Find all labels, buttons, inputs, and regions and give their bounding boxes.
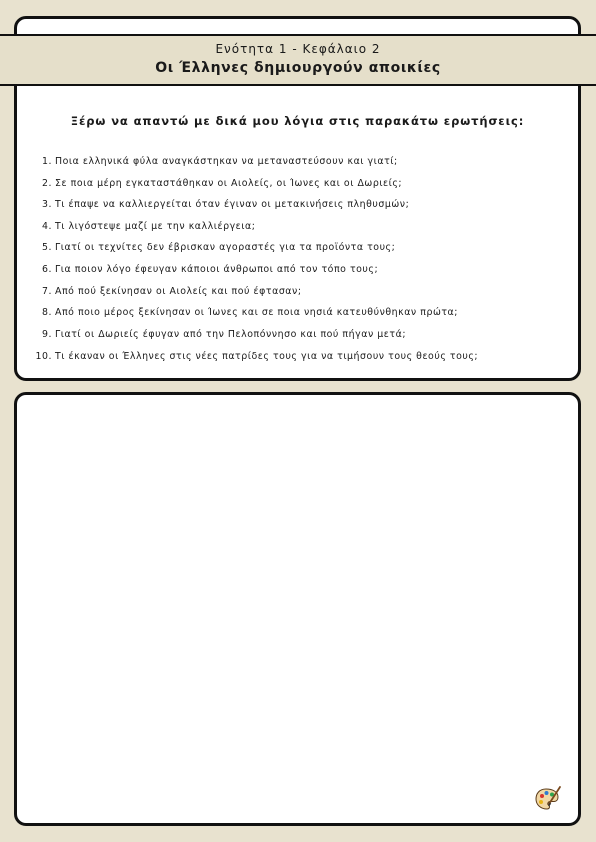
- question-number: 7.: [41, 286, 52, 297]
- question-number: 2.: [41, 178, 52, 189]
- question-text: Ποια ελληνικά φύλα αναγκάστηκαν να μεταναστεύσουν και γιατί;: [55, 156, 398, 167]
- question-number: 9.: [41, 329, 52, 340]
- question-number: 8.: [41, 307, 52, 318]
- paint-palette-icon: [534, 784, 562, 812]
- question-number: 3.: [41, 199, 52, 210]
- question-item: [0, 156, 590, 170]
- question-number: 4.: [41, 221, 52, 232]
- question-item: [0, 329, 590, 343]
- question-item: [0, 286, 590, 300]
- question-text: Τι λιγόστεψε μαζί με την καλλιέργεια;: [55, 221, 256, 232]
- question-number: 5.: [41, 242, 52, 253]
- question-number: 1.: [41, 156, 52, 167]
- question-text: Τι έκαναν οι Έλληνες στις νέες πατρίδες τους για να τιμήσουν τους θεούς τους;: [55, 351, 479, 362]
- question-item: [0, 199, 590, 213]
- unit-label: Ενότητα 1 - Κεφάλαιο 2: [215, 42, 381, 56]
- question-text: Από ποιο μέρος ξεκίνησαν οι Ίωνες και σε ποια νησιά κατευθύνθηκαν πρώτα;: [55, 307, 458, 318]
- question-text: Γιατί οι Δωριείς έφυγαν από την Πελοπόννησο και πού πήγαν μετά;: [55, 329, 407, 340]
- question-number: 6.: [41, 264, 52, 275]
- question-number: 10.: [35, 351, 52, 362]
- question-text: Σε ποια μέρη εγκαταστάθηκαν οι Αιολείς, οι Ίωνες και οι Δωριείς;: [55, 178, 403, 189]
- question-text: Από πού ξεκίνησαν οι Αιολείς και πού έφτασαν;: [55, 286, 302, 297]
- question-item: [0, 221, 590, 235]
- question-item: [0, 307, 590, 321]
- question-text: Για ποιον λόγο έφευγαν κάποιοι άνθρωποι από τον τόπο τους;: [55, 264, 379, 275]
- question-item: [0, 264, 590, 278]
- question-item: [0, 178, 590, 192]
- question-text: Γιατί οι τεχνίτες δεν έβρισκαν αγοραστές για τα προϊόντα τους;: [55, 242, 396, 253]
- question-text: Τι έπαψε να καλλιεργείται όταν έγιναν οι μετακινήσεις πληθυσμών;: [55, 199, 410, 210]
- page-title: Οι Έλληνες δημιουργούν αποικίες: [155, 60, 441, 76]
- header-banner: [0, 34, 596, 86]
- instruction-text: Ξέρω να απαντώ με δικά μου λόγια στις παρακάτω ερωτήσεις:: [70, 114, 525, 128]
- question-item: [0, 351, 590, 365]
- question-item: [0, 242, 590, 256]
- answer-panel: [14, 392, 581, 826]
